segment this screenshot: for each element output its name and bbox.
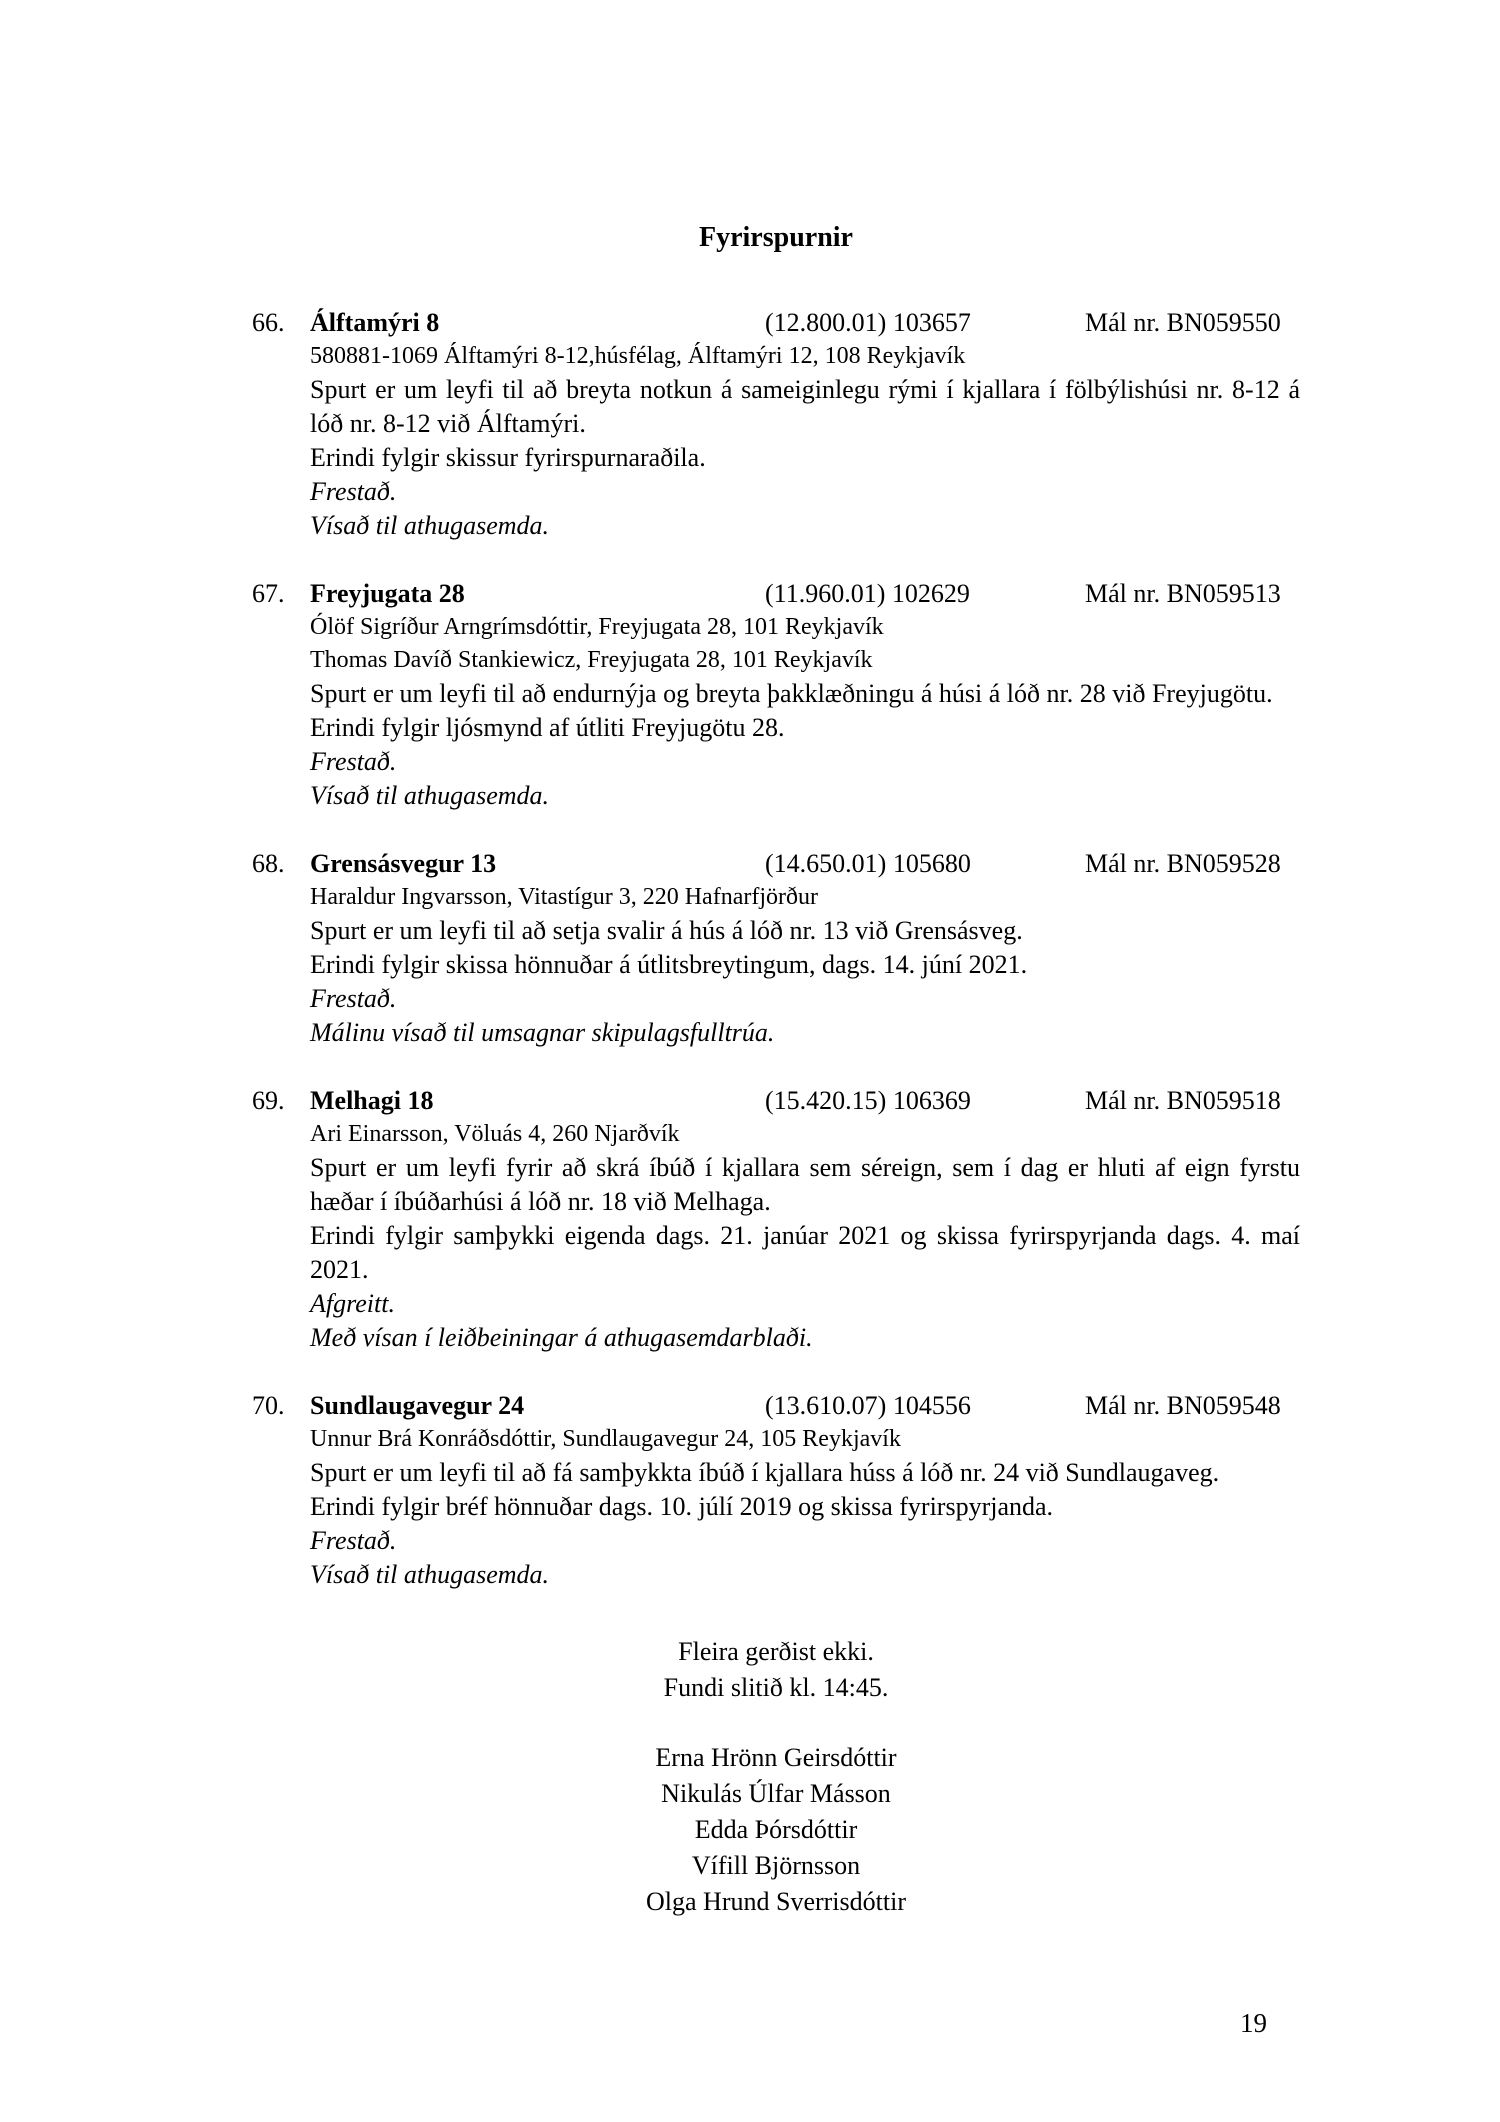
case-id: Mál nr. BN059550 — [1085, 308, 1281, 337]
decision-line: Frestað. — [310, 747, 397, 776]
case-reference: (11.960.01) 102629 — [765, 579, 970, 608]
case-paragraph: Erindi fylgir bréf hönnuðar dags. 10. júlí 2019 og skissa fyrirspyrjanda. — [310, 1492, 1054, 1521]
case-paragraph: Spurt er um leyfi til að endurnýja og breyta þakklæðningu á húsi á lóð nr. 28 við Freyjugötu. — [310, 679, 1273, 708]
applicant-line: Haraldur Ingvarsson, Vitastígur 3, 220 Hafnarfjörður — [310, 884, 818, 910]
case-reference: (15.420.15) 106369 — [765, 1086, 971, 1115]
applicant-line: Ólöf Sigríður Arngrímsdóttir, Freyjugata 28, 101 Reykjavík — [310, 614, 884, 640]
case-paragraph: Spurt er um leyfi til að breyta notkun á sameiginlegu rými í kjallara í fölbýlishúsi nr. 8-12 á lóð nr. 8-12 við Álftamýri. — [310, 375, 1300, 438]
case-number: 68. — [252, 849, 285, 878]
case-item — [252, 847, 1300, 1050]
case-header — [252, 577, 1300, 611]
closing-line: Fleira gerðist ekki. — [678, 1637, 874, 1666]
decision-line: Vísað til athugasemda. — [310, 511, 550, 540]
signature-name: Erna Hrönn Geirsdóttir — [655, 1743, 897, 1772]
case-body — [252, 881, 1300, 1050]
page-number: 19 — [1240, 2008, 1267, 2038]
decision-line: Frestað. — [310, 1526, 397, 1555]
case-header — [252, 1389, 1300, 1423]
decision-line: Málinu vísað til umsagnar skipulagsfulltrúa. — [310, 1018, 775, 1047]
applicant-line: Unnur Brá Konráðsdóttir, Sundlaugavegur 24, 105 Reykjavík — [310, 1426, 901, 1452]
applicant-line: 580881-1069 Álftamýri 8-12,húsfélag, Álftamýri 12, 108 Reykjavík — [310, 343, 966, 369]
signature-name: Edda Þórsdóttir — [694, 1815, 858, 1844]
decision-line: Vísað til athugasemda. — [310, 1560, 550, 1589]
case-title: Sundlaugavegur 24 — [310, 1391, 525, 1420]
case-title: Álftamýri 8 — [310, 308, 440, 337]
case-reference: (12.800.01) 103657 — [765, 308, 971, 337]
case-paragraph: Erindi fylgir skissur fyrirspurnaraðila. — [310, 443, 706, 472]
case-paragraph: Spurt er um leyfi til að fá samþykkta íbúð í kjallara húss á lóð nr. 24 við Sundlaugaveg. — [310, 1458, 1220, 1487]
decision-line: Afgreitt. — [310, 1289, 395, 1318]
case-item — [252, 1389, 1300, 1592]
case-reference: (13.610.07) 104556 — [765, 1391, 971, 1420]
signature-name: Nikulás Úlfar Másson — [661, 1779, 891, 1808]
decision-line: Með vísan í leiðbeiningar á athugasemdarblaði. — [310, 1323, 813, 1352]
signature-block — [252, 1740, 1300, 1920]
case-paragraph: Erindi fylgir skissa hönnuðar á útlitsbreytingum, dags. 14. júní 2021. — [310, 950, 1028, 979]
case-paragraph: Spurt er um leyfi fyrir að skrá íbúð í kjallara sem séreign, sem í dag er hluti af eign fyrstu hæðar í íbúðarhúsi á lóð nr. 18 við Melhaga. — [310, 1153, 1300, 1216]
decision-line: Frestað. — [310, 477, 397, 506]
case-number: 66. — [252, 308, 285, 337]
applicant-line: Thomas Davíð Stankiewicz, Freyjugata 28, 101 Reykjavík — [310, 647, 873, 673]
case-reference: (14.650.01) 105680 — [765, 849, 971, 878]
case-body — [252, 1423, 1300, 1592]
signature-name: Olga Hrund Sverrisdóttir — [646, 1887, 906, 1916]
case-title: Grensásvegur 13 — [310, 849, 497, 878]
applicant-line: Ari Einarsson, Völuás 4, 260 Njarðvík — [310, 1121, 680, 1147]
closing-statement — [252, 1634, 1300, 1706]
case-body — [252, 340, 1300, 543]
case-id: Mál nr. BN059513 — [1085, 579, 1281, 608]
case-id: Mál nr. BN059528 — [1085, 849, 1281, 878]
case-title: Freyjugata 28 — [310, 579, 465, 608]
case-header — [252, 306, 1300, 340]
case-header — [252, 847, 1300, 881]
case-item — [252, 306, 1300, 543]
case-title: Melhagi 18 — [310, 1086, 434, 1115]
case-body — [252, 1118, 1300, 1355]
case-paragraph: Erindi fylgir ljósmynd af útliti Freyjugötu 28. — [310, 713, 785, 742]
case-paragraph: Erindi fylgir samþykki eigenda dags. 21. janúar 2021 og skissa fyrirspyrjanda dags. 4. maí 2021. — [310, 1221, 1300, 1284]
signature-name: Vífill Björnsson — [691, 1851, 861, 1880]
case-id: Mál nr. BN059548 — [1085, 1391, 1281, 1420]
case-item — [252, 1084, 1300, 1355]
decision-line: Frestað. — [310, 984, 397, 1013]
case-id: Mál nr. BN059518 — [1085, 1086, 1281, 1115]
case-number: 67. — [252, 579, 285, 608]
page-title: Fyrirspurnir — [699, 222, 853, 253]
decision-line: Vísað til athugasemda. — [310, 781, 550, 810]
case-header — [252, 1084, 1300, 1118]
case-body — [252, 611, 1300, 813]
case-number: 70. — [252, 1391, 285, 1420]
closing-line: Fundi slitið kl. 14:45. — [663, 1673, 889, 1702]
case-item — [252, 577, 1300, 813]
case-number: 69. — [252, 1086, 285, 1115]
case-paragraph: Spurt er um leyfi til að setja svalir á hús á lóð nr. 13 við Grensásveg. — [310, 916, 1023, 945]
